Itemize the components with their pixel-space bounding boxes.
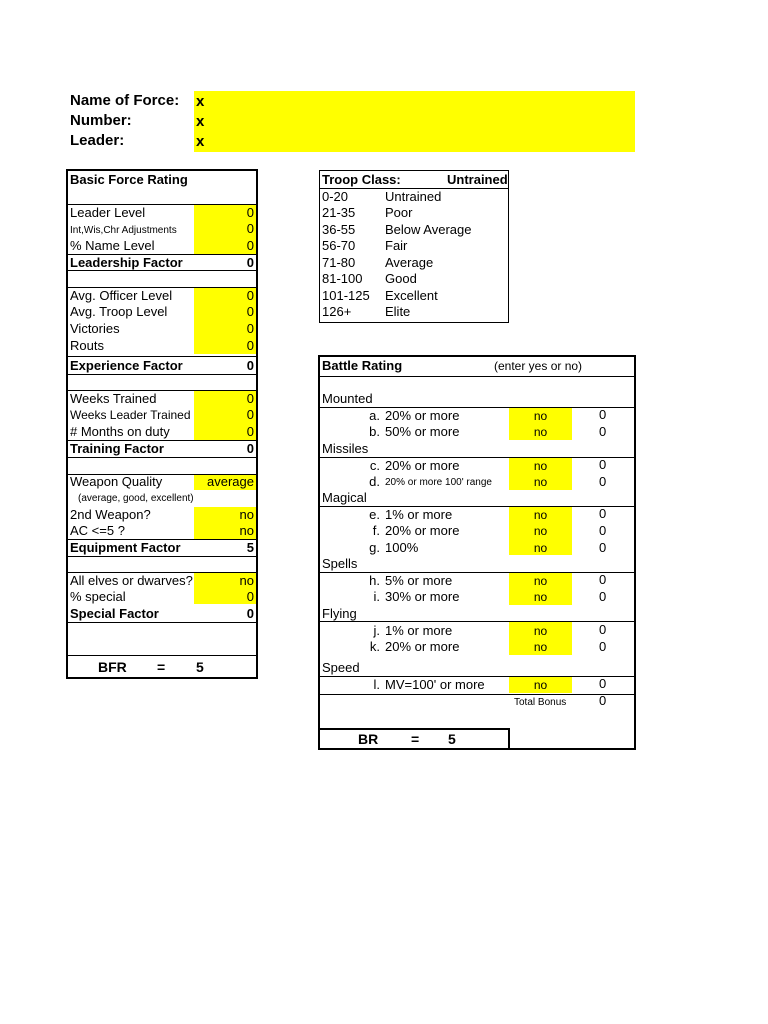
br-answer-k[interactable]: no xyxy=(533,640,548,654)
leader-level-input[interactable]: 0 xyxy=(246,205,254,220)
bfr-divider xyxy=(67,622,257,623)
special-factor-label: Special Factor xyxy=(70,606,159,621)
experience-factor-label: Experience Factor xyxy=(70,358,183,373)
br-answer-l[interactable]: no xyxy=(533,678,548,692)
br-score: 0 xyxy=(599,572,607,587)
br-letter: i. xyxy=(373,589,380,604)
special-pct-label: % special xyxy=(70,589,126,604)
total-bonus-value: 0 xyxy=(599,693,607,708)
br-letter: f. xyxy=(372,523,380,538)
routs-label: Routs xyxy=(70,338,104,353)
special-factor-value: 0 xyxy=(246,606,254,621)
equipment-factor-label: Equipment Factor xyxy=(70,540,181,555)
troop-range: 36-55 xyxy=(322,222,356,237)
br-section-flying: Flying xyxy=(322,606,357,621)
br-score: 0 xyxy=(599,457,607,472)
bfr-divider xyxy=(67,356,257,357)
int-wis-chr-label: Int,Wis,Chr Adjustments xyxy=(70,225,177,236)
leader-label: Leader: xyxy=(70,132,125,149)
br-section-missiles: Missiles xyxy=(322,441,369,456)
br-criteria: 50% or more xyxy=(385,424,460,439)
br-criteria: 20% or more xyxy=(385,458,460,473)
leadership-factor-label: Leadership Factor xyxy=(70,255,183,270)
br-title: Battle Rating xyxy=(322,358,403,373)
total-bonus-label: Total Bonus xyxy=(514,697,567,708)
br-criteria: 30% or more xyxy=(385,589,460,604)
header-highlight xyxy=(194,91,635,152)
weeks-trained-input[interactable]: 0 xyxy=(246,391,254,406)
br-criteria: 1% or more xyxy=(385,507,453,522)
br-letter: h. xyxy=(369,573,380,588)
bfr-result-value: 5 xyxy=(196,659,204,675)
troop-class-label: Poor xyxy=(385,205,413,220)
br-answer-g[interactable]: no xyxy=(533,541,548,555)
br-score: 0 xyxy=(599,589,607,604)
br-answer-b[interactable]: no xyxy=(533,425,548,439)
bfr-title: Basic Force Rating xyxy=(70,172,188,187)
br-criteria: 20% or more 100' range xyxy=(385,477,492,488)
br-letter: k. xyxy=(369,639,380,654)
br-section-magical: Magical xyxy=(322,490,367,505)
bfr-divider xyxy=(67,374,257,375)
equipment-factor-value: 5 xyxy=(246,540,254,555)
troop-range: 0-20 xyxy=(322,189,349,204)
training-factor-value: 0 xyxy=(246,441,254,456)
number-label: Number: xyxy=(70,112,132,129)
victories-input[interactable]: 0 xyxy=(246,321,254,336)
br-score: 0 xyxy=(599,622,607,637)
ac-label: AC <=5 ? xyxy=(70,523,125,538)
br-result-value: 5 xyxy=(448,731,456,747)
br-letter: l. xyxy=(373,677,380,692)
br-answer-j[interactable]: no xyxy=(533,624,548,638)
name-level-label: % Name Level xyxy=(70,238,155,253)
br-letter: j. xyxy=(373,623,380,638)
br-score: 0 xyxy=(599,474,607,489)
br-answer-f[interactable]: no xyxy=(533,524,548,538)
troop-class-label: Good xyxy=(385,271,417,286)
br-letter: e. xyxy=(369,507,380,522)
leader-field[interactable]: x xyxy=(196,133,205,150)
br-letter: b. xyxy=(369,424,380,439)
officer-level-label: Avg. Officer Level xyxy=(70,288,173,303)
elves-dwarves-input[interactable]: no xyxy=(239,573,254,588)
second-weapon-input[interactable]: no xyxy=(239,507,254,522)
br-letter: g. xyxy=(369,540,380,555)
troop-class-label: Fair xyxy=(385,238,408,253)
ac-input[interactable]: no xyxy=(239,523,254,538)
second-weapon-label: 2nd Weapon? xyxy=(70,507,151,522)
weapon-quality-label: Weapon Quality xyxy=(70,474,163,489)
br-criteria: 100% xyxy=(385,540,419,555)
br-criteria: MV=100' or more xyxy=(385,677,485,692)
br-score: 0 xyxy=(599,523,607,538)
br-score: 0 xyxy=(599,506,607,521)
bfr-result-equals: = xyxy=(157,659,166,675)
br-criteria: 1% or more xyxy=(385,623,453,638)
br-section-speed: Speed xyxy=(322,660,360,675)
br-score: 0 xyxy=(599,424,607,439)
name-of-force-label: Name of Force: xyxy=(70,92,180,109)
troop-range: 21-35 xyxy=(322,205,356,220)
br-note: (enter yes or no) xyxy=(494,359,583,373)
br-divider xyxy=(319,621,635,622)
br-result-label: BR xyxy=(358,731,379,747)
br-answer-h[interactable]: no xyxy=(533,574,548,588)
br-answer-d[interactable]: no xyxy=(533,475,548,489)
training-factor-label: Training Factor xyxy=(70,441,164,456)
weeks-leader-input[interactable]: 0 xyxy=(246,407,254,422)
name-level-input[interactable]: 0 xyxy=(246,238,254,253)
officer-level-input[interactable]: 0 xyxy=(246,288,254,303)
troop-range: 101-125 xyxy=(322,288,370,303)
troop-class-value: Untrained xyxy=(447,172,508,187)
troop-level-label: Avg. Troop Level xyxy=(70,304,168,319)
br-answer-e[interactable]: no xyxy=(533,508,548,522)
victories-label: Victories xyxy=(70,321,120,336)
bfr-result-label: BFR xyxy=(98,659,127,675)
br-letter: d. xyxy=(369,474,380,489)
bfr-divider xyxy=(67,556,257,557)
routs-input[interactable]: 0 xyxy=(246,338,254,353)
troop-class-label: Untrained xyxy=(385,189,442,204)
special-pct-input[interactable]: 0 xyxy=(246,589,254,604)
weeks-trained-label: Weeks Trained xyxy=(70,391,157,406)
br-score: 0 xyxy=(599,540,607,555)
br-criteria: 20% or more xyxy=(385,523,460,538)
months-duty-input[interactable]: 0 xyxy=(246,424,254,439)
br-score: 0 xyxy=(599,639,607,654)
br-section-spells: Spells xyxy=(322,556,358,571)
troop-range: 56-70 xyxy=(322,238,356,253)
br-score: 0 xyxy=(599,407,607,422)
weapon-quality-input[interactable]: average xyxy=(207,474,254,489)
br-answer-i[interactable]: no xyxy=(533,590,548,604)
bfr-divider xyxy=(67,270,257,271)
br-answer-c[interactable]: no xyxy=(533,459,548,473)
br-criteria: 5% or more xyxy=(385,573,453,588)
months-duty-label: # Months on duty xyxy=(70,424,170,439)
number-field[interactable]: x xyxy=(196,113,205,130)
troop-range: 71-80 xyxy=(322,255,356,270)
experience-factor-value: 0 xyxy=(246,358,254,373)
br-letter: c. xyxy=(369,458,380,473)
weapon-quality-note: (average, good, excellent) xyxy=(78,493,194,504)
br-divider xyxy=(319,694,635,695)
leader-level-label: Leader Level xyxy=(70,205,146,220)
name-of-force-field[interactable]: x xyxy=(196,93,205,110)
elves-dwarves-label: All elves or dwarves? xyxy=(70,573,193,588)
br-divider xyxy=(319,376,635,377)
br-letter: a. xyxy=(369,408,380,423)
troop-range: 126+ xyxy=(322,304,352,319)
bfr-divider xyxy=(67,457,257,458)
br-section-mounted: Mounted xyxy=(322,391,373,406)
br-result-equals: = xyxy=(411,731,420,747)
br-criteria: 20% or more xyxy=(385,639,460,654)
troop-class-title: Troop Class: xyxy=(322,172,401,187)
br-answer-a[interactable]: no xyxy=(533,409,548,423)
weeks-leader-label: Weeks Leader Trained xyxy=(70,408,191,422)
br-score: 0 xyxy=(599,676,607,691)
int-wis-chr-input[interactable]: 0 xyxy=(246,221,254,236)
troop-range: 81-100 xyxy=(322,271,363,286)
bfr-divider xyxy=(67,655,257,656)
troop-class-label: Below Average xyxy=(385,222,472,237)
troop-class-label: Elite xyxy=(385,304,411,319)
leadership-factor-value: 0 xyxy=(246,255,254,270)
troop-class-label: Excellent xyxy=(385,288,438,303)
br-criteria: 20% or more xyxy=(385,408,460,423)
troop-level-input[interactable]: 0 xyxy=(246,304,254,319)
troop-class-label: Average xyxy=(385,255,434,270)
